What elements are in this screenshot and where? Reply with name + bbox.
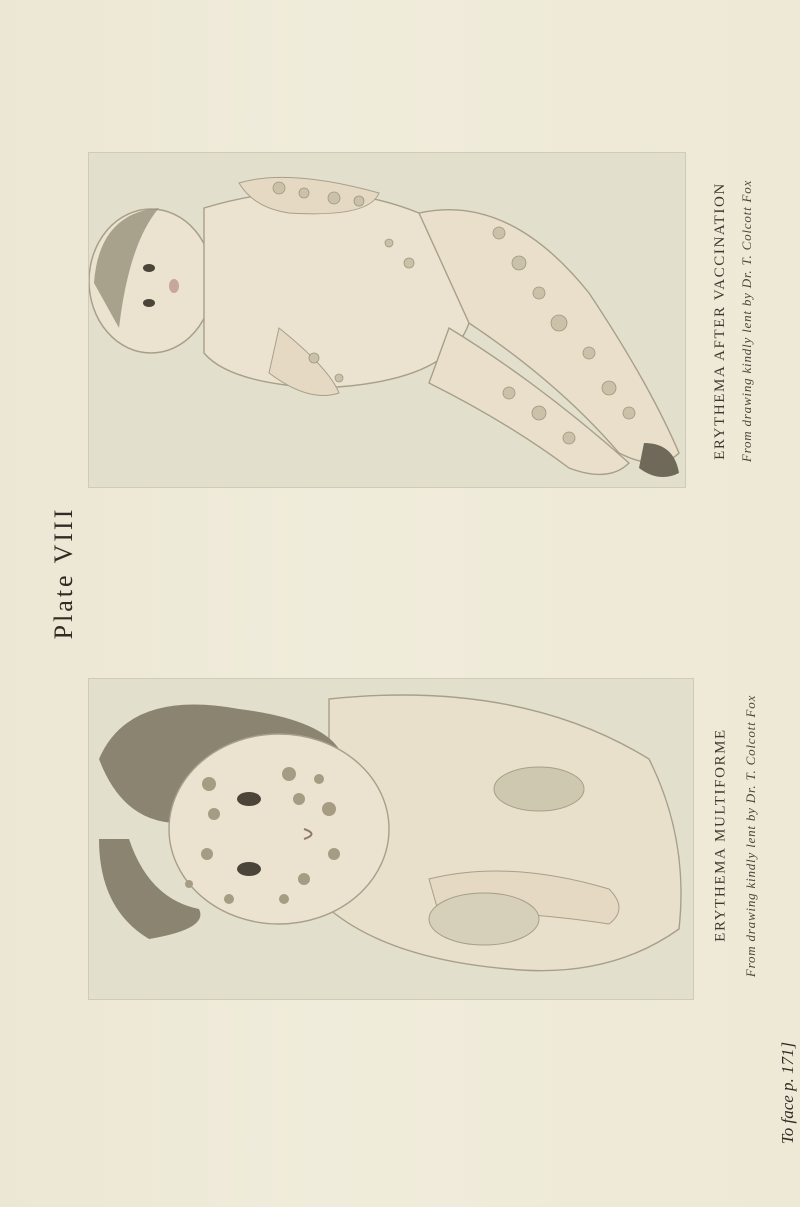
caption-erythema-multiforme: ERYTHEMA MULTIFORME — [712, 728, 729, 942]
caption-erythema-after-vaccination: ERYTHEMA AFTER VACCINATION — [712, 182, 728, 460]
illustration-erythema-after-vaccination — [88, 152, 686, 488]
drawing-infant-portrait — [89, 679, 693, 999]
page-reference: To face p. 171] — [778, 1041, 797, 1145]
plate-title: Plate VIII — [49, 506, 78, 640]
credit-erythema-after-vaccination: From drawing kindly lent by Dr. T. Colcott Fox — [739, 179, 754, 463]
credit-erythema-multiforme: From drawing kindly lent by Dr. T. Colcott Fox — [743, 694, 758, 978]
drawing-infant-lying — [89, 153, 685, 487]
illustration-erythema-multiforme — [88, 678, 694, 1000]
